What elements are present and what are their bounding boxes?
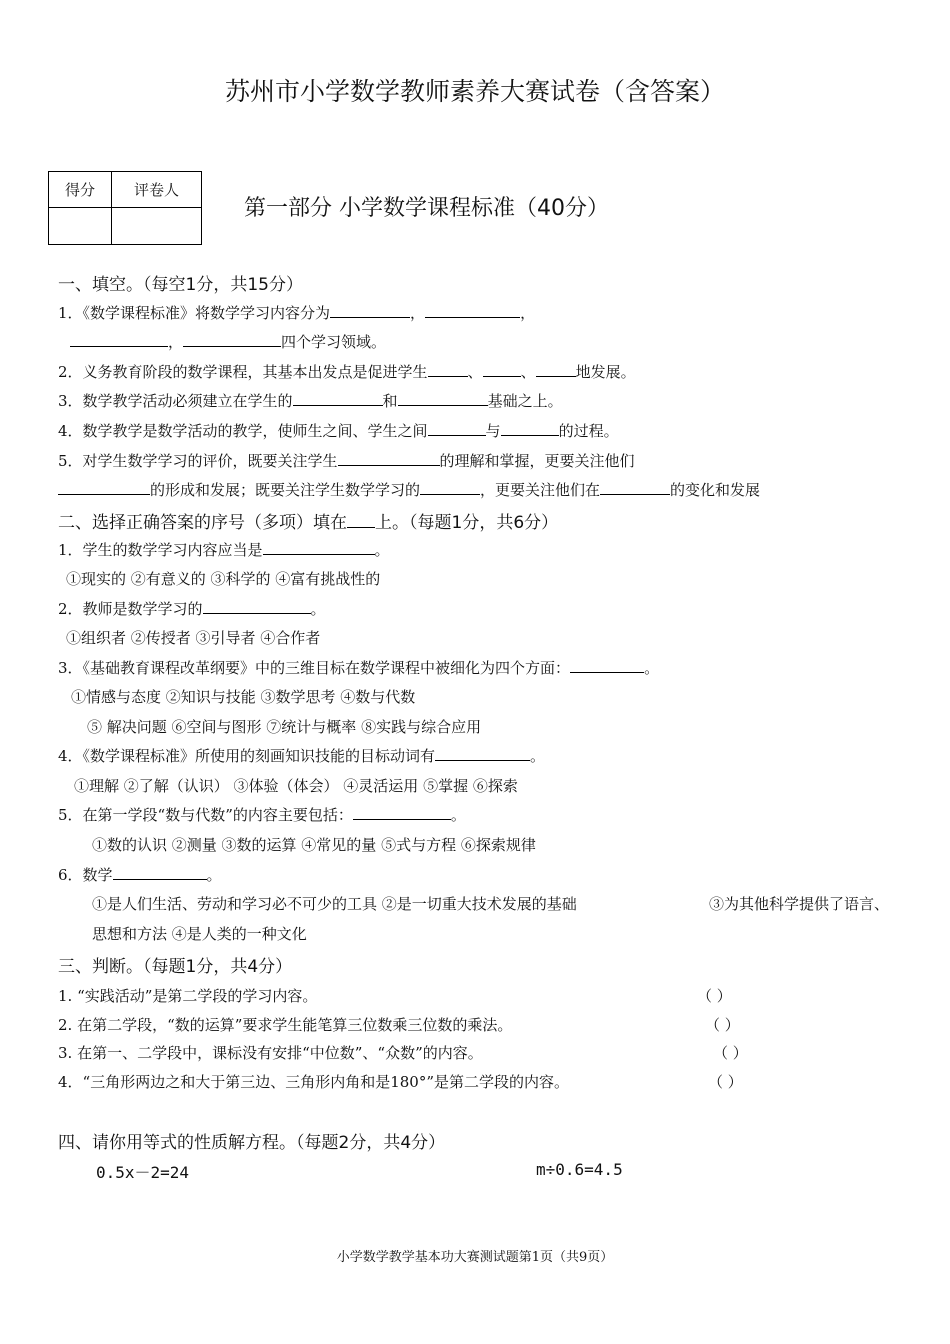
s1-q2-text: 2．义务教育阶段的数学课程，其基本出发点是促进学生 [58, 363, 428, 381]
score-header: 得分 [49, 172, 112, 208]
comma: ， [168, 333, 184, 351]
dun: 、 [467, 363, 483, 381]
period: 。 [374, 541, 390, 559]
period: 。 [206, 866, 222, 884]
answer-blank[interactable] [70, 345, 168, 347]
answer-blank[interactable] [435, 759, 530, 761]
grader-cell [112, 208, 202, 245]
answer-blank[interactable] [600, 493, 670, 495]
s2-q2-text: 2．教师是数学学习的 [58, 600, 203, 618]
answer-blank[interactable] [353, 818, 451, 820]
s3-q3: 3. 在第一、二学段中，课标没有安排“中位数”、“众数”的内容。 [58, 1044, 483, 1062]
s1-q5-text: 5．对学生数学学习的评价，既要关注学生 [58, 452, 338, 470]
s2-q6-options-1: ①是人们生活、劳动和学习必不可少的工具 ②是一切重大技术发展的基础 [92, 895, 577, 913]
s3-q1: 1. “实践活动”是第二学段的学习内容。 [58, 987, 318, 1005]
answer-blank[interactable] [183, 345, 281, 347]
period: 。 [450, 806, 466, 824]
score-cell [49, 208, 112, 245]
answer-paren[interactable]: （ ） [708, 1073, 743, 1091]
s1-q5-text-b: 的理解和掌握，更要关注他们 [439, 452, 635, 470]
page-footer: 小学数学教学基本功大赛测试题第1页（共9页） [336, 1250, 614, 1265]
s2-q6-text: 6．数学 [58, 866, 113, 884]
section-1-heading: 一、填空。（每空1分，共15分） [58, 275, 303, 295]
s1-q5-text-e: 的变化和发展 [670, 481, 761, 499]
part-title: 第一部分 小学数学课程标准（40分） [244, 196, 609, 221]
s2-q2-options: ①组织者 ②传授者 ③引导者 ④合作者 [66, 629, 321, 647]
section-2-heading [58, 508, 558, 533]
answer-blank[interactable] [203, 612, 311, 614]
dun: 、 [520, 363, 536, 381]
answer-blank[interactable] [428, 375, 468, 377]
s2-heading-a: 二、选择正确答案的序号（多项）填在 [58, 513, 347, 533]
equation-1: 0.5x－2=24 [96, 1163, 190, 1182]
s1-q5-line2 [58, 479, 760, 500]
answer-blank[interactable] [330, 316, 410, 318]
equation-2: m÷0.6=4.5 [536, 1160, 623, 1179]
s1-q1-line2 [70, 331, 386, 352]
answer-blank[interactable] [113, 878, 207, 880]
answer-blank[interactable] [263, 553, 375, 555]
s2-q4-options: ①理解 ②了解（认识） ③体验（体会） ④灵活运用 ⑤掌握 ⑥探索 [74, 777, 518, 795]
s1-q3-text-end: 基础之上。 [487, 392, 563, 410]
answer-paren[interactable]: （ ） [705, 1016, 740, 1034]
s1-q2 [58, 361, 636, 382]
s2-q6 [58, 864, 222, 885]
answer-blank[interactable] [58, 493, 150, 495]
answer-blank[interactable] [398, 404, 488, 406]
s2-q3 [58, 657, 659, 678]
s1-q3-and: 和 [382, 392, 398, 410]
s1-q4-text: 4．数学教学是数学活动的教学，使师生之间、学生之间 [58, 422, 428, 440]
s2-heading-b: 上。（每题1分，共6分） [375, 513, 559, 533]
section-3-heading: 三、判断。（每题1分，共4分） [58, 957, 293, 977]
s2-q1-text: 1．学生的数学学习内容应当是 [58, 541, 263, 559]
s1-q4-and: 与 [485, 422, 501, 440]
answer-blank[interactable] [338, 464, 440, 466]
s2-q3-text: 3．《基础教育课程改革纲要》中的三维目标在数学课程中被细化为四个方面： [58, 659, 571, 677]
s1-q5-text-c: 的形成和发展；既要关注学生数学学习的 [150, 481, 421, 499]
answer-paren[interactable]: （ ） [697, 987, 732, 1005]
answer-blank[interactable] [536, 375, 576, 377]
s2-q5-options: ①数的认识 ②测量 ③数的运算 ④常见的量 ⑤式与方程 ⑥探索规律 [92, 836, 536, 854]
section-4-heading: 四、请你用等式的性质解方程。（每题2分，共4分） [58, 1133, 446, 1153]
s2-q2 [58, 598, 326, 619]
s2-q3-options-1: ①情感与态度 ②知识与技能 ③数学思考 ④数与代数 [71, 688, 416, 706]
s1-q4 [58, 420, 619, 441]
s2-q1 [58, 539, 390, 560]
s3-q2: 2. 在第二学段，“数的运算”要求学生能笔算三位数乘三位数的乘法。 [58, 1016, 513, 1034]
s2-q4-text: 4．《数学课程标准》所使用的刻画知识技能的目标动词有 [58, 747, 436, 765]
s2-q4 [58, 745, 545, 766]
s2-q6-options-1b: ③为其他科学提供了语言、 [709, 895, 890, 913]
period: 。 [310, 600, 326, 618]
s1-q2-text-end: 地发展。 [575, 363, 636, 381]
answer-blank[interactable] [428, 434, 486, 436]
heading-blank [347, 526, 375, 528]
answer-blank[interactable] [420, 493, 480, 495]
s2-q1-options: ①现实的 ②有意义的 ③科学的 ④富有挑战性的 [66, 570, 381, 588]
page-title: 苏州市小学数学教师素养大赛试卷（含答案） [224, 77, 725, 106]
s3-q4: 4．“三角形两边之和大于第三边、三角形内角和是180°”是第二学段的内容。 [58, 1073, 570, 1091]
answer-blank[interactable] [501, 434, 559, 436]
s2-q3-options-2: ⑤ 解决问题 ⑥空间与图形 ⑦统计与概率 ⑧实践与综合应用 [87, 718, 482, 736]
answer-blank[interactable] [425, 316, 520, 318]
s1-q3-text: 3．数学教学活动必须建立在学生的 [58, 392, 293, 410]
score-table [48, 171, 202, 245]
s1-q5-line1 [58, 450, 635, 471]
s1-q1-text: 1．《数学课程标准》将数学学习内容分为 [58, 304, 331, 322]
comma: ， [520, 304, 536, 322]
answer-blank[interactable] [570, 671, 644, 673]
s2-q5-text: 5．在第一学段“数与代数”的内容主要包括： [58, 806, 353, 824]
s1-q4-text-end: 的过程。 [558, 422, 619, 440]
s1-q1-text-end: 四个学习领域。 [281, 333, 387, 351]
s2-q5 [58, 804, 466, 825]
period: 。 [530, 747, 546, 765]
comma: ， [410, 304, 426, 322]
s1-q5-text-d: ，更要关注他们在 [480, 481, 601, 499]
period: 。 [644, 659, 660, 677]
grader-header: 评卷人 [112, 172, 202, 208]
answer-blank[interactable] [293, 404, 383, 406]
s1-q3 [58, 390, 563, 411]
s1-q1-line1 [58, 302, 535, 323]
answer-paren[interactable]: （ ） [713, 1044, 748, 1062]
answer-blank[interactable] [483, 375, 521, 377]
s2-q6-options-2: 思想和方法 ④是人类的一种文化 [92, 925, 307, 943]
